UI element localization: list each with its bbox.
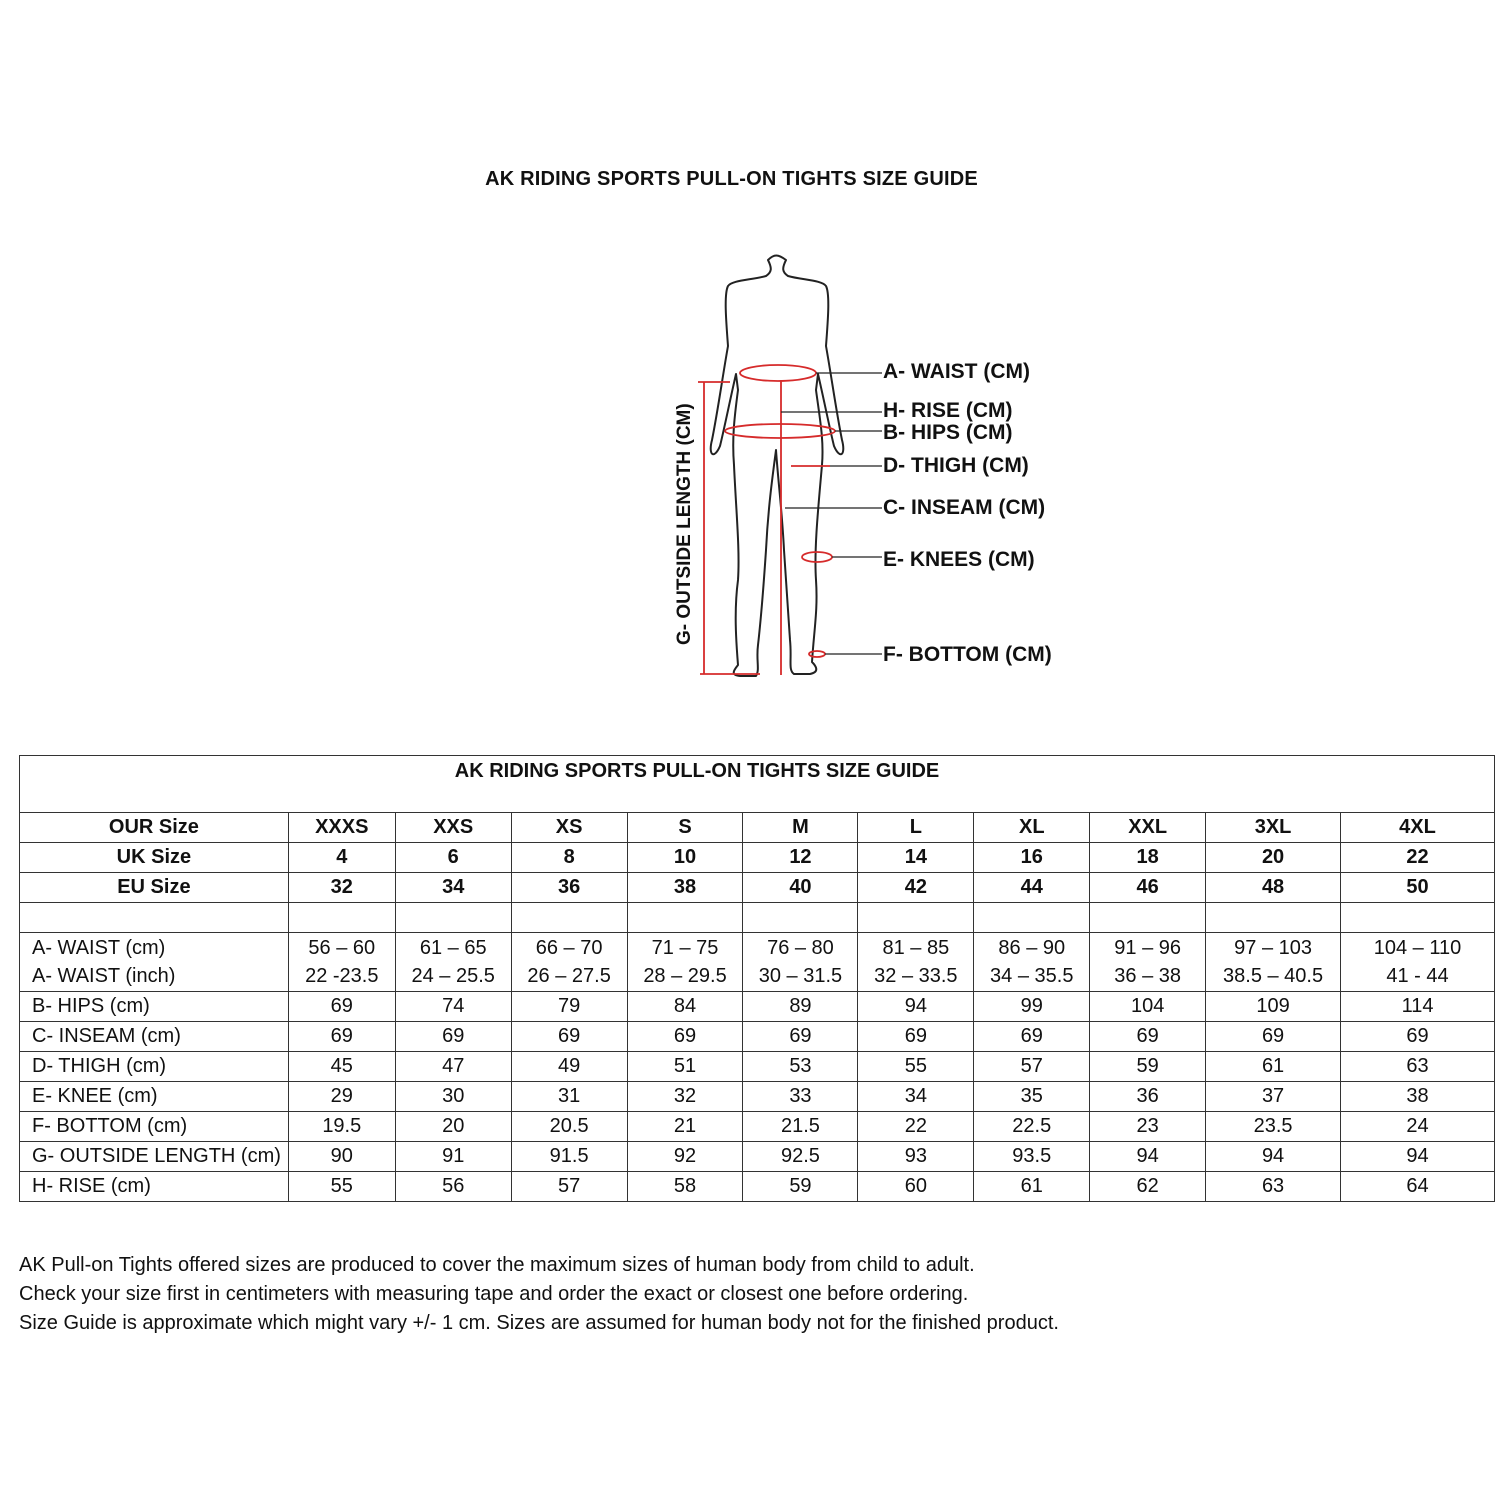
empty-cell xyxy=(395,903,511,933)
table-cell: 94 xyxy=(1341,1142,1495,1172)
waist-inch-label: A- WAIST (inch) xyxy=(32,965,176,987)
table-cell: 46 xyxy=(1090,873,1206,903)
table-cell: 23 xyxy=(1090,1112,1206,1142)
measure-row xyxy=(20,1082,1495,1112)
empty-cell xyxy=(1206,903,1341,933)
table-cell: 69 xyxy=(1206,1022,1341,1052)
note-line: Check your size first in centimeters with measuring tape and order the exact or closest one before ordering. xyxy=(19,1283,969,1305)
table-cell: 61 xyxy=(1206,1052,1341,1082)
table-cell: 45 xyxy=(288,1052,395,1082)
table-cell: 40 xyxy=(743,873,858,903)
empty-cell xyxy=(20,903,289,933)
table-cell: M xyxy=(743,813,858,843)
knees-label: E- KNEES (CM) xyxy=(883,548,1035,571)
table-cell: 34 xyxy=(858,1082,974,1112)
notes xyxy=(19,1251,1059,1338)
inseam-label: C- INSEAM (CM) xyxy=(883,496,1046,519)
table-cell: 49 xyxy=(511,1052,627,1082)
table-cell: XXXS xyxy=(288,813,395,843)
table-cell: 55 xyxy=(858,1052,974,1082)
table-cell: 31 xyxy=(511,1082,627,1112)
table-cell: 38 xyxy=(1341,1082,1495,1112)
row-label: F- BOTTOM (cm) xyxy=(20,1112,289,1142)
waist-cm-value: 76 – 80 xyxy=(767,937,834,959)
table-cell: 4 xyxy=(288,843,395,873)
waist-cm-value: 86 – 90 xyxy=(998,937,1066,959)
table-cell: 69 xyxy=(288,1022,395,1052)
table-cell: 58 xyxy=(627,1172,743,1202)
measure-row xyxy=(20,1112,1495,1142)
empty-cell xyxy=(1090,903,1206,933)
table-cell xyxy=(1090,933,1206,992)
table-cell: 33 xyxy=(743,1082,858,1112)
table-cell: 20.5 xyxy=(511,1112,627,1142)
page-title: AK RIDING SPORTS PULL-ON TIGHTS SIZE GUIDE xyxy=(485,168,978,190)
table-cell: 20 xyxy=(1206,843,1341,873)
table-cell: 48 xyxy=(1206,873,1341,903)
table-cell: 92.5 xyxy=(743,1142,858,1172)
waist-inch-value: 22 -23.5 xyxy=(305,965,379,987)
measure-row xyxy=(20,1052,1495,1082)
table-cell: 29 xyxy=(288,1082,395,1112)
table-cell: XXL xyxy=(1090,813,1206,843)
table-cell: 79 xyxy=(511,992,627,1022)
empty-cell xyxy=(974,903,1090,933)
table-cell: 91 xyxy=(395,1142,511,1172)
table-cell: 69 xyxy=(511,1022,627,1052)
waist-inch-value: 24 – 25.5 xyxy=(411,965,495,987)
row-label: D- THIGH (cm) xyxy=(20,1052,289,1082)
waist-inch-value: 36 – 38 xyxy=(1114,965,1182,987)
table-cell: 14 xyxy=(858,843,974,873)
waist-cm-value: 91 – 96 xyxy=(1114,937,1182,959)
table-title-row xyxy=(20,756,1495,813)
table-cell: 94 xyxy=(858,992,974,1022)
table-cell: 36 xyxy=(511,873,627,903)
table-cell: 50 xyxy=(1341,873,1495,903)
waist-cm-value: 97 – 103 xyxy=(1234,937,1312,959)
table-cell: 57 xyxy=(974,1052,1090,1082)
empty-cell xyxy=(1341,903,1495,933)
table-cell: 69 xyxy=(627,1022,743,1052)
measure-row xyxy=(20,1172,1495,1202)
waist-cm-value: 104 – 110 xyxy=(1373,937,1462,959)
table-cell: 74 xyxy=(395,992,511,1022)
table-cell: XS xyxy=(511,813,627,843)
table-cell xyxy=(511,933,627,992)
table-cell: 38 xyxy=(627,873,743,903)
table-title: AK RIDING SPORTS PULL-ON TIGHTS SIZE GUIDE xyxy=(20,756,1495,813)
waist-inch-value: 30 – 31.5 xyxy=(758,965,843,987)
table-cell xyxy=(288,933,395,992)
table-cell: 63 xyxy=(1206,1172,1341,1202)
waist-cm-value: 66 – 70 xyxy=(535,937,603,959)
table-cell: 44 xyxy=(974,873,1090,903)
note-line: AK Pull-on Tights offered sizes are produced to cover the maximum sizes of human body from child to adult. xyxy=(19,1254,975,1276)
table-cell: 69 xyxy=(288,992,395,1022)
table-cell: 69 xyxy=(395,1022,511,1052)
note-line: Size Guide is approximate which might vary +/- 1 cm. Sizes are assumed for human body not for the finished product. xyxy=(19,1312,1059,1334)
row-label: H- RISE (cm) xyxy=(20,1172,289,1202)
waist-inch-value: 38.5 – 40.5 xyxy=(1223,965,1324,987)
row-label: OUR Size xyxy=(20,813,289,843)
table-cell xyxy=(1341,933,1495,992)
table-cell: 109 xyxy=(1206,992,1341,1022)
table-cell: 32 xyxy=(288,873,395,903)
empty-cell xyxy=(743,903,858,933)
size-row xyxy=(20,843,1495,873)
waist-row xyxy=(20,933,1495,992)
table-cell xyxy=(627,933,743,992)
table-cell: 69 xyxy=(858,1022,974,1052)
table-cell: 61 xyxy=(974,1172,1090,1202)
table-cell: 35 xyxy=(974,1082,1090,1112)
row-label: C- INSEAM (cm) xyxy=(20,1022,289,1052)
table-cell: 12 xyxy=(743,843,858,873)
rise-label: H- RISE (CM) xyxy=(883,399,1013,422)
table-cell: 21 xyxy=(627,1112,743,1142)
waist-inch-value: 26 – 27.5 xyxy=(527,965,611,987)
waist-cm-value: 61 – 65 xyxy=(419,937,487,959)
waist-inch-value: 28 – 29.5 xyxy=(643,965,727,987)
table-cell: 94 xyxy=(1206,1142,1341,1172)
table-cell: 84 xyxy=(627,992,743,1022)
table-cell: 59 xyxy=(743,1172,858,1202)
waist-label: A- WAIST (CM) xyxy=(883,360,1030,383)
table-cell: 42 xyxy=(858,873,974,903)
table-cell xyxy=(1206,933,1341,992)
row-label xyxy=(20,933,289,992)
table-cell: 59 xyxy=(1090,1052,1206,1082)
table-cell: 8 xyxy=(511,843,627,873)
body-measurement-figure xyxy=(660,250,1140,690)
table-cell: 16 xyxy=(974,843,1090,873)
table-cell: 56 xyxy=(395,1172,511,1202)
table-cell: 89 xyxy=(743,992,858,1022)
table-cell xyxy=(974,933,1090,992)
table-cell: 4XL xyxy=(1341,813,1495,843)
table-cell: 30 xyxy=(395,1082,511,1112)
table-cell: 20 xyxy=(395,1112,511,1142)
row-label: UK Size xyxy=(20,843,289,873)
waist-cm-value: 71 – 75 xyxy=(651,937,719,959)
table-cell: 47 xyxy=(395,1052,511,1082)
table-cell: 51 xyxy=(627,1052,743,1082)
table-cell xyxy=(858,933,974,992)
row-label: G- OUTSIDE LENGTH (cm) xyxy=(20,1142,289,1172)
row-label: B- HIPS (cm) xyxy=(20,992,289,1022)
table-cell: 22.5 xyxy=(974,1112,1090,1142)
waist-cm-value: 56 – 60 xyxy=(308,937,376,959)
empty-cell xyxy=(627,903,743,933)
measure-row xyxy=(20,1142,1495,1172)
table-cell: 19.5 xyxy=(288,1112,395,1142)
bottom-label: F- BOTTOM (CM) xyxy=(883,643,1052,666)
table-cell: 93 xyxy=(858,1142,974,1172)
table-cell: 99 xyxy=(974,992,1090,1022)
table-cell: 104 xyxy=(1090,992,1206,1022)
measure-row xyxy=(20,992,1495,1022)
table-cell: 3XL xyxy=(1206,813,1341,843)
table-cell: 23.5 xyxy=(1206,1112,1341,1142)
table-cell: 55 xyxy=(288,1172,395,1202)
table-cell: L xyxy=(858,813,974,843)
table-cell: 90 xyxy=(288,1142,395,1172)
table-cell: 62 xyxy=(1090,1172,1206,1202)
empty-cell xyxy=(288,903,395,933)
table-cell: 94 xyxy=(1090,1142,1206,1172)
table-cell xyxy=(743,933,858,992)
size-row xyxy=(20,873,1495,903)
row-label: E- KNEE (cm) xyxy=(20,1082,289,1112)
table-cell: 6 xyxy=(395,843,511,873)
waist-inch-value: 34 – 35.5 xyxy=(990,965,1074,987)
table-cell: XL xyxy=(974,813,1090,843)
table-cell: 69 xyxy=(1341,1022,1495,1052)
table-cell: 91.5 xyxy=(511,1142,627,1172)
waist-inch-value: 32 – 33.5 xyxy=(874,965,958,987)
size-table xyxy=(19,755,1495,1202)
table-cell: XXS xyxy=(395,813,511,843)
table-cell: 10 xyxy=(627,843,743,873)
table-cell: 93.5 xyxy=(974,1142,1090,1172)
table-cell: 63 xyxy=(1341,1052,1495,1082)
measure-row xyxy=(20,1022,1495,1052)
outside-length-label: G- OUTSIDE LENGTH (CM) xyxy=(674,403,695,645)
table-cell: 36 xyxy=(1090,1082,1206,1112)
table-cell: 24 xyxy=(1341,1112,1495,1142)
table-cell: 60 xyxy=(858,1172,974,1202)
thigh-label: D- THIGH (CM) xyxy=(883,454,1029,477)
table-cell: 69 xyxy=(743,1022,858,1052)
table-cell: 92 xyxy=(627,1142,743,1172)
table-cell: 69 xyxy=(974,1022,1090,1052)
table-cell: 69 xyxy=(1090,1022,1206,1052)
empty-cell xyxy=(511,903,627,933)
table-cell: 53 xyxy=(743,1052,858,1082)
table-cell: S xyxy=(627,813,743,843)
waist-inch-value: 41 - 44 xyxy=(1386,965,1449,987)
table-cell: 57 xyxy=(511,1172,627,1202)
table-cell: 21.5 xyxy=(743,1112,858,1142)
spacer-row xyxy=(20,903,1495,933)
table-cell: 37 xyxy=(1206,1082,1341,1112)
waist-cm-label: A- WAIST (cm) xyxy=(32,937,166,959)
empty-cell xyxy=(858,903,974,933)
table-cell: 18 xyxy=(1090,843,1206,873)
table-cell: 34 xyxy=(395,873,511,903)
table-cell: 64 xyxy=(1341,1172,1495,1202)
table-cell: 32 xyxy=(627,1082,743,1112)
table-cell: 22 xyxy=(1341,843,1495,873)
waist-cm-value: 81 – 85 xyxy=(882,937,950,959)
hips-label: B- HIPS (CM) xyxy=(883,421,1013,444)
size-row xyxy=(20,813,1495,843)
row-label: EU Size xyxy=(20,873,289,903)
table-cell xyxy=(395,933,511,992)
table-cell: 114 xyxy=(1341,992,1495,1022)
table-cell: 22 xyxy=(858,1112,974,1142)
